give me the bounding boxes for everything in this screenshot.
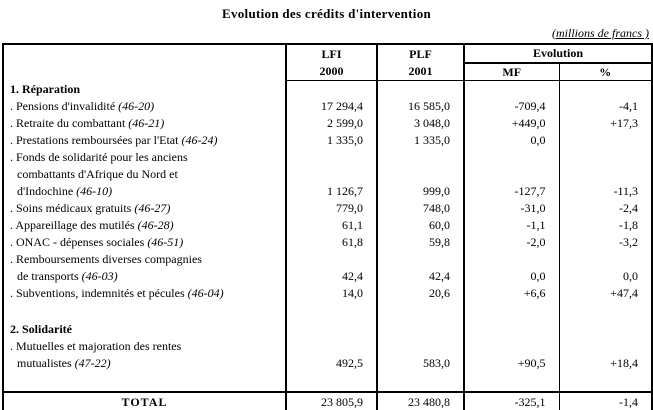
value-cell [377, 81, 464, 99]
row-label-text: . Fonds de solidarité pour les anciens [10, 150, 188, 164]
row-label [3, 166, 286, 183]
value-cell [559, 338, 652, 355]
value-cell: +18,4 [559, 355, 652, 372]
item-row [3, 115, 652, 132]
row-label-text: . Pensions d'invalidité [10, 99, 119, 113]
value-cell: -1,1 [464, 217, 559, 234]
value-cell [286, 81, 377, 99]
value-cell [559, 149, 652, 166]
column-header-plf-2001 [377, 44, 464, 81]
value-cell: -11,3 [559, 183, 652, 200]
row-label-text: de transports [17, 269, 82, 283]
value-cell: -709,4 [464, 98, 559, 115]
row-label-text: 2. Solidarité [10, 322, 72, 336]
item-row [3, 217, 652, 234]
row-label [3, 285, 286, 302]
value-cell: -1,8 [559, 217, 652, 234]
value-cell: 42,4 [377, 268, 464, 285]
item-row [3, 98, 652, 115]
row-label [3, 355, 286, 372]
header-row-1 [3, 44, 652, 63]
unit-note: (millions de francs ) [552, 26, 649, 40]
row-label [3, 81, 286, 99]
row-label-text: . Subventions, indemnités et pécules [10, 286, 188, 300]
row-label [3, 251, 286, 268]
blank-row [3, 302, 652, 321]
total-evolution-percent: -1,4 [559, 392, 652, 410]
value-cell [286, 251, 377, 268]
value-cell: 16 585,0 [377, 98, 464, 115]
header-plf: PLF [409, 46, 432, 61]
value-cell: 0,0 [464, 268, 559, 285]
item-row [3, 166, 652, 183]
section-row [3, 81, 652, 99]
row-label-text: . Prestations remboursées par l'Etat [10, 133, 182, 147]
value-cell [377, 302, 464, 321]
value-cell [559, 166, 652, 183]
total-lfi-2000: 23 805,9 [286, 392, 377, 410]
row-label [3, 302, 286, 321]
item-row [3, 200, 652, 217]
value-cell [559, 251, 652, 268]
row-label-text: . Appareillage des mutilés [10, 218, 138, 232]
value-cell: 999,0 [377, 183, 464, 200]
value-cell [377, 321, 464, 338]
value-cell [377, 251, 464, 268]
budget-line-code: (46-21) [128, 116, 165, 130]
value-cell [559, 132, 652, 149]
value-cell: -31,0 [464, 200, 559, 217]
value-cell: 0,0 [559, 268, 652, 285]
row-label-text: . Soins médicaux gratuits [10, 201, 135, 215]
row-label [3, 132, 286, 149]
value-cell [464, 81, 559, 99]
item-row [3, 251, 652, 268]
value-cell: +17,3 [559, 115, 652, 132]
value-cell [377, 166, 464, 183]
total-label: TOTAL [3, 392, 286, 410]
row-label [3, 183, 286, 200]
value-cell [464, 166, 559, 183]
table-body [3, 81, 652, 393]
value-cell [559, 372, 652, 392]
item-row [3, 268, 652, 285]
value-cell: -4,1 [559, 98, 652, 115]
value-cell: 61,8 [286, 234, 377, 251]
value-cell: 492,5 [286, 355, 377, 372]
row-label [3, 217, 286, 234]
value-cell: 17 294,4 [286, 98, 377, 115]
header-lfi: LFI [321, 46, 342, 61]
budget-line-code: (46-03) [81, 269, 118, 283]
value-cell: 20,6 [377, 285, 464, 302]
budget-line-code: (46-04) [187, 286, 224, 300]
row-label-text: . Retraite du combattant [10, 116, 129, 130]
column-header-mf: MF [464, 63, 559, 81]
row-label-text: d'Indochine [17, 184, 77, 198]
row-label-text: 1. Réparation [10, 81, 80, 96]
value-cell [286, 302, 377, 321]
row-label [3, 149, 286, 166]
value-cell [377, 149, 464, 166]
value-cell [286, 338, 377, 355]
value-cell: -2,4 [559, 200, 652, 217]
item-row [3, 234, 652, 251]
row-label [3, 268, 286, 285]
value-cell [377, 372, 464, 392]
total-evolution-mf: -325,1 [464, 392, 559, 410]
budget-line-code: (46-27) [134, 201, 171, 215]
value-cell [559, 81, 652, 99]
value-cell [464, 302, 559, 321]
row-label [3, 200, 286, 217]
budget-line-code: (46-24) [181, 133, 218, 147]
row-label [3, 98, 286, 115]
budget-line-code: (46-28) [137, 218, 174, 232]
value-cell: -127,7 [464, 183, 559, 200]
value-cell: -2,0 [464, 234, 559, 251]
value-cell [286, 166, 377, 183]
total-plf-2001: 23 480,8 [377, 392, 464, 410]
column-header-evolution: Evolution [464, 44, 652, 63]
value-cell: 748,0 [377, 200, 464, 217]
value-cell: 61,1 [286, 217, 377, 234]
value-cell: +6,6 [464, 285, 559, 302]
row-label-text: . Mutuelles et majoration des rentes [10, 339, 182, 353]
credits-table [2, 43, 653, 410]
value-cell: 42,4 [286, 268, 377, 285]
value-cell [286, 149, 377, 166]
value-cell [464, 321, 559, 338]
item-row [3, 355, 652, 372]
value-cell [464, 149, 559, 166]
value-cell: +90,5 [464, 355, 559, 372]
value-cell: +47,4 [559, 285, 652, 302]
column-header-percent: % [559, 63, 652, 81]
label-column-header [3, 44, 286, 81]
value-cell: 1 335,0 [286, 132, 377, 149]
value-cell [464, 372, 559, 392]
item-row [3, 285, 652, 302]
section-row [3, 321, 652, 338]
value-cell: 59,8 [377, 234, 464, 251]
budget-line-code: (47-22) [74, 356, 111, 370]
row-label [3, 321, 286, 338]
page-title: Evolution des crédits d'intervention [221, 6, 432, 21]
row-label-text: . ONAC - dépenses sociales [10, 235, 148, 249]
value-cell: 3 048,0 [377, 115, 464, 132]
value-cell: 60,0 [377, 217, 464, 234]
blank-row [3, 372, 652, 392]
value-cell: +449,0 [464, 115, 559, 132]
row-label [3, 115, 286, 132]
row-label-text: . Remboursements diverses compagnies [10, 252, 202, 266]
value-cell: 2 599,0 [286, 115, 377, 132]
budget-line-code: (46-20) [118, 99, 155, 113]
budget-line-code: (46-10) [76, 184, 113, 198]
value-cell [464, 251, 559, 268]
value-cell [377, 338, 464, 355]
value-cell: 1 335,0 [377, 132, 464, 149]
row-label [3, 234, 286, 251]
item-row [3, 338, 652, 355]
row-label [3, 372, 286, 392]
value-cell: 0,0 [464, 132, 559, 149]
row-label [3, 338, 286, 355]
value-cell [559, 321, 652, 338]
total-row [3, 392, 652, 410]
column-header-lfi-2000 [286, 44, 377, 81]
item-row [3, 183, 652, 200]
value-cell: 583,0 [377, 355, 464, 372]
budget-line-code: (46-51) [147, 235, 184, 249]
item-row [3, 132, 652, 149]
item-row [3, 149, 652, 166]
value-cell: -3,2 [559, 234, 652, 251]
value-cell [559, 302, 652, 321]
value-cell: 1 126,7 [286, 183, 377, 200]
value-cell: 14,0 [286, 285, 377, 302]
header-plf-year: 2001 [408, 63, 433, 78]
value-cell [286, 372, 377, 392]
value-cell: 779,0 [286, 200, 377, 217]
value-cell [464, 338, 559, 355]
header-lfi-year: 2000 [319, 63, 344, 78]
row-label-text: combattants d'Afrique du Nord et [17, 167, 178, 181]
row-label-text: mutualistes [17, 356, 75, 370]
value-cell [286, 321, 377, 338]
